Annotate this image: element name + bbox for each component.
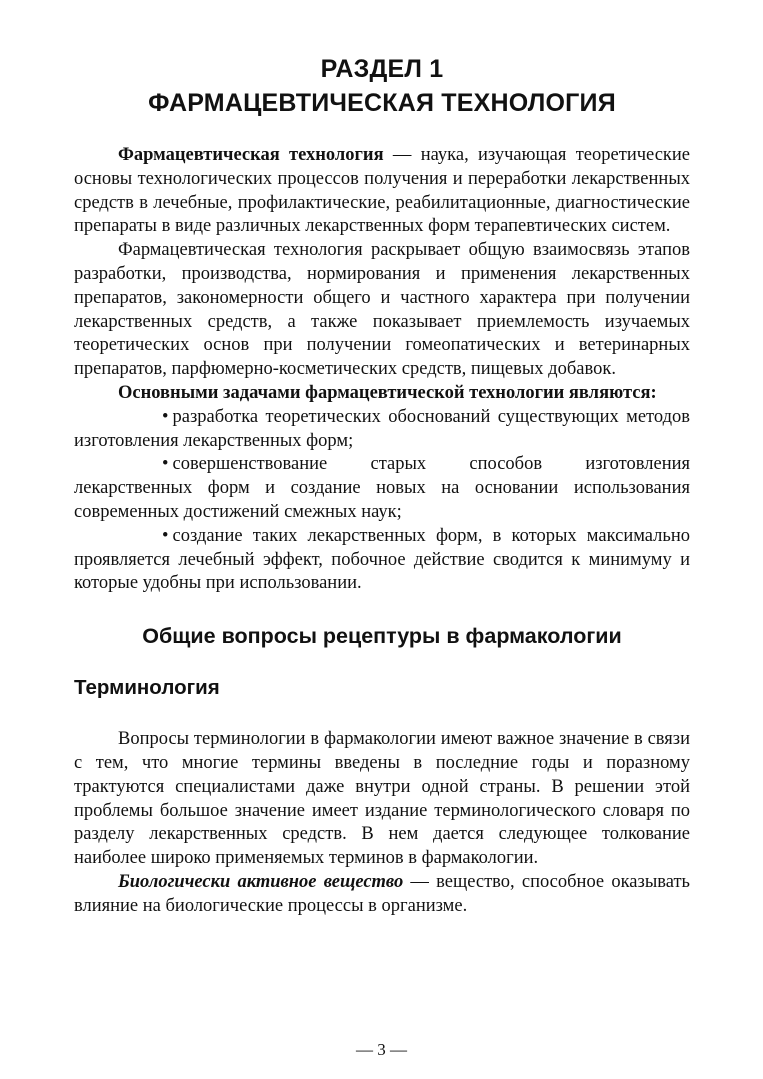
bullet-icon: • — [162, 406, 169, 427]
section-label: РАЗДЕЛ 1 — [320, 55, 444, 83]
bav-definition — [74, 871, 690, 919]
page-content — [74, 52, 690, 919]
task-text: совершенствование старых способов изготовления лекарственных форм и создание новых на основании использования современных достижений смежных наук; — [74, 454, 690, 522]
section-title: ФАРМАЦЕВТИЧЕСКАЯ ТЕХНОЛОГИЯ — [148, 89, 616, 117]
task-text: создание таких лекарственных форм, в которых максимально проявляется лечебный эффект, побочное действие сводится к минимуму и которые удобны при использовании. — [74, 525, 690, 594]
definition-paragraph — [74, 144, 690, 239]
bullet-icon: • — [162, 454, 169, 475]
task-item — [74, 406, 690, 454]
task-text: разработка теоретических обоснований существующих методов изготовления лекарственных форм; — [74, 406, 690, 451]
definition-term: Фармацевтическая технология — [118, 145, 384, 165]
paragraph-2: Фармацевтическая технология раскрывает общую взаимосвязь этапов разработки, производства, нормирования и применения лекарственных препаратов, закономерности общего и частного характера при получении лекарственных средств, а также показывает приемлемость изучаемых теоретических основ при получении гомеопатических и ветеринарных препаратов, парфюмерно-косметических средств, пищевых добавок. — [74, 240, 690, 380]
terminology-heading: Терминология — [74, 676, 220, 700]
page-number: — 3 — — [356, 1040, 407, 1059]
bullet-icon: • — [162, 525, 169, 546]
bav-text: — вещество, способное оказывать влияние на биологические процессы в организме. — [74, 871, 690, 916]
task-item — [74, 525, 690, 596]
bav-term: Биологически активное вещество — [118, 871, 404, 892]
definition-text: — наука, изучающая теоретические основы технологических процессов получения и переработки лекарственных средств в лечебные, профилактические, реабилитационные, диагностические препараты в виде различных лекарственных форм терапевтических систем. — [74, 145, 691, 237]
intro-block — [74, 144, 690, 596]
tasks-heading: Основными задачами фармацевтической технологии являются: — [118, 382, 657, 403]
terminology-block — [74, 728, 690, 918]
task-item — [74, 453, 690, 524]
terminology-paragraph: Вопросы терминологии в фармакологии имеют важное значение в связи с тем, что многие термины введены в последние годы и поразному трактуются специалистами даже внутри одной страны. В решении этой проблемы большое значение имеет издание терминологического словаря по разделу лекарственных средств. В нем дается следующее толкование наиболее широко применяемых терминов в фармакологии. — [74, 729, 690, 869]
subsection-title: Общие вопросы рецептуры в фармакологии — [142, 624, 622, 649]
